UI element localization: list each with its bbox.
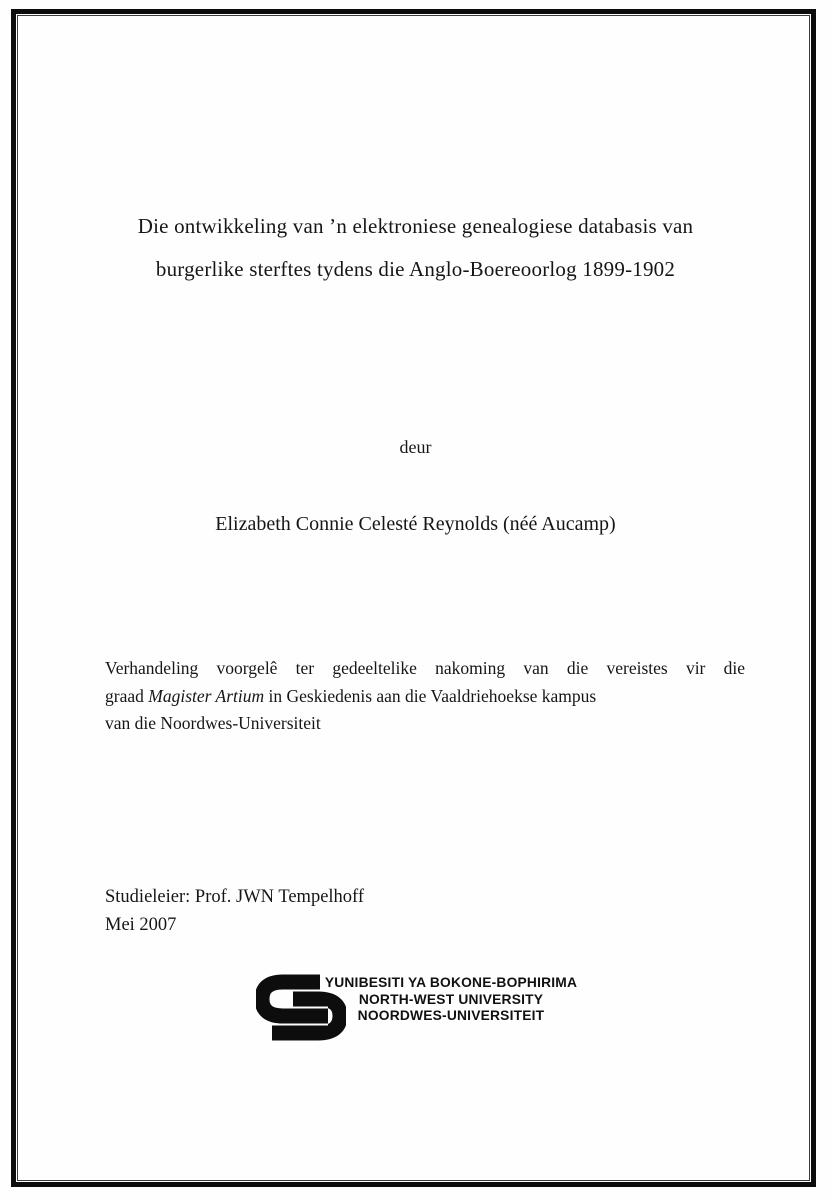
degree-statement-line3: van die Noordwes-Universiteit xyxy=(105,713,321,733)
date-line: Mei 2007 xyxy=(105,914,177,935)
nwu-logo-text xyxy=(320,975,582,1025)
nwu-logo-text-english: NORTH-WEST UNIVERSITY xyxy=(358,991,544,1007)
degree-name: Magister Artium xyxy=(148,685,265,706)
supervisor-block xyxy=(105,884,364,939)
thesis-title-line1: Die ontwikkeling van ’n elektroniese genealogiese databasis van xyxy=(137,214,694,238)
degree-statement-line1: Verhandeling voorgelê ter gedeeltelike nakoming van die vereistes vir die xyxy=(105,658,745,678)
nwu-logo-text-afrikaans: NOORDWES-UNIVERSITEIT xyxy=(357,1008,545,1024)
supervisor-line: Studieleier: Prof. JWN Tempelhoff xyxy=(105,887,365,907)
degree-statement-line2-suffix: in Geskiedenis aan die Vaaldriehoekse kampus xyxy=(264,685,597,706)
byline: deur xyxy=(399,437,432,457)
thesis-title-line2: burgerlike sterftes tydens die Anglo-Boereoorlog 1899-1902 xyxy=(155,257,676,281)
degree-statement-line2 xyxy=(105,683,745,711)
author-name: Elizabeth Connie Celesté Reynolds (néé Aucamp) xyxy=(215,513,616,535)
degree-statement xyxy=(105,655,745,738)
nwu-logo-text-setswana: YUNIBESITI YA BOKONE-BOPHIRIMA xyxy=(324,975,578,990)
degree-statement-line2-prefix: graad xyxy=(105,685,149,706)
thesis-title xyxy=(60,205,771,291)
nwu-logo xyxy=(256,972,586,1057)
